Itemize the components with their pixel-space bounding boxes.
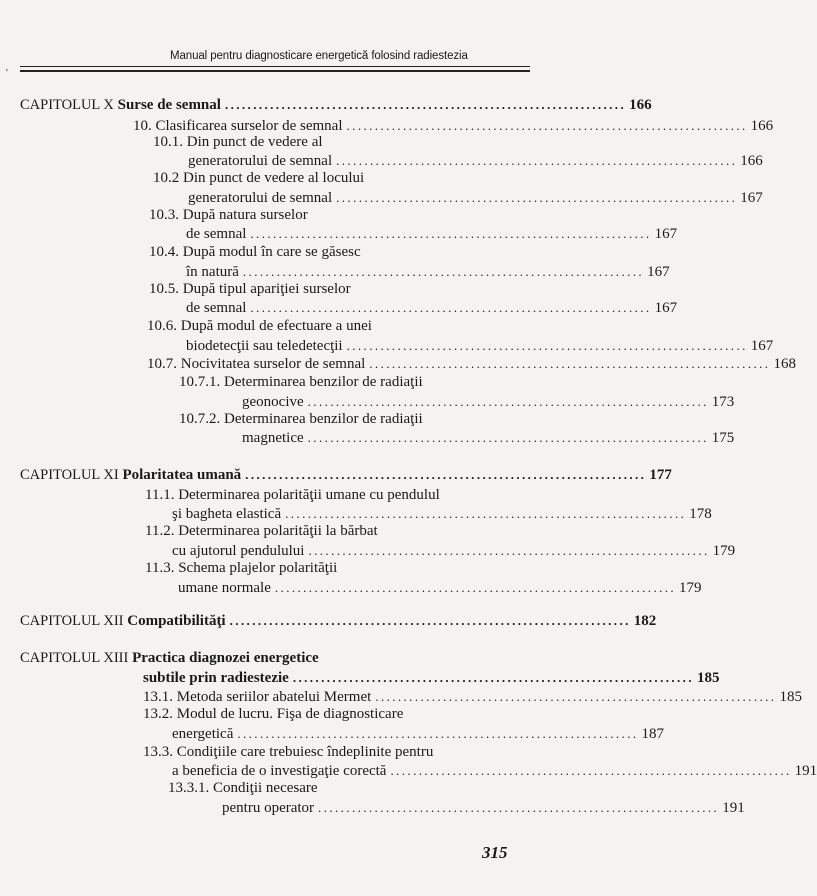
- toc-entry: magnetice ....................................................................... 175: [242, 430, 735, 446]
- dot-leader: .......................................................................: [224, 97, 627, 112]
- toc-entry: pentru operator ....................................................................... 191: [222, 800, 745, 816]
- toc-entry: 10.4. După modul în care se găsesc: [149, 244, 361, 260]
- dot-leader: .......................................................................: [292, 670, 694, 685]
- header-rule-thick: [20, 70, 530, 72]
- toc-entry: 10.7. Nocivitatea surselor de semnal ....................................................................... 168: [147, 356, 796, 372]
- dot-leader: .......................................................................: [308, 543, 710, 558]
- toc-chapter-heading: CAPITOLUL XI Polaritatea umană ....................................................................... 177: [20, 467, 672, 483]
- toc-entry: 10.5. După tipul apariţiei surselor: [149, 281, 351, 297]
- dot-leader: .......................................................................: [307, 430, 709, 445]
- toc-entry: 13.2. Modul de lucru. Fişa de diagnosticare: [143, 706, 404, 722]
- toc-entry: generatorului de semnal ....................................................................... 166: [188, 153, 763, 169]
- dot-leader: .......................................................................: [336, 190, 738, 205]
- toc-entry: cu ajutorul pendulului ....................................................................... 179: [172, 543, 736, 559]
- toc-entry: de semnal ....................................................................... 167: [186, 226, 678, 242]
- toc-entry: 11.3. Schema plajelor polarităţii: [145, 560, 338, 576]
- toc-entry: 10.1. Din punct de vedere al: [153, 134, 323, 150]
- toc-entry: 10.6. După modul de efectuare a unei: [147, 318, 372, 334]
- toc-chapter-heading: CAPITOLUL X Surse de semnal ....................................................................... 166: [20, 97, 652, 113]
- toc-entry: energetică ....................................................................... 187: [172, 726, 665, 742]
- toc-entry: generatorului de semnal ....................................................................... 167: [188, 190, 763, 206]
- margin-mark: ': [6, 68, 8, 79]
- toc-entry: în natură ....................................................................... 167: [186, 264, 670, 280]
- dot-leader: .......................................................................: [285, 506, 687, 521]
- dot-leader: .......................................................................: [318, 800, 720, 815]
- dot-leader: .......................................................................: [390, 763, 792, 778]
- toc-entry: 10.3. După natura surselor: [149, 207, 308, 223]
- toc-entry: 13.1. Metoda seriilor abatelui Mermet ....................................................................... 185: [143, 689, 802, 705]
- toc-entry: de semnal ....................................................................... 167: [186, 300, 678, 316]
- toc-entry: 10. Clasificarea surselor de semnal ....................................................................... 166: [133, 118, 774, 134]
- toc-entry: a beneficia de o investigaţie corectă ....................................................................... 191: [172, 763, 817, 779]
- dot-leader: .......................................................................: [369, 356, 771, 371]
- toc-entry: 11.1. Determinarea polarităţii umane cu pendulul: [145, 487, 440, 503]
- header-rule-thin: [20, 66, 530, 67]
- dot-leader: .......................................................................: [375, 689, 777, 704]
- dot-leader: .......................................................................: [250, 226, 652, 241]
- toc-entry: 10.2 Din punct de vedere al locului: [153, 170, 365, 186]
- dot-leader: .......................................................................: [336, 153, 738, 168]
- toc-entry: 10.7.1. Determinarea benzilor de radiaţii: [179, 374, 423, 390]
- running-header: Manual pentru diagnosticare energetică folosind radiestezia: [170, 50, 468, 62]
- dot-leader: .......................................................................: [307, 394, 709, 409]
- toc-entry: 10.7.2. Determinarea benzilor de radiaţii: [179, 411, 423, 427]
- dot-leader: .......................................................................: [242, 264, 645, 279]
- toc-entry: 11.2. Determinarea polarităţii la bărbat: [145, 523, 378, 539]
- dot-leader: .......................................................................: [346, 338, 748, 353]
- dot-leader: .......................................................................: [346, 118, 748, 133]
- toc-entry: 13.3. Condiţiile care trebuiesc îndeplinite pentru: [143, 744, 434, 760]
- dot-leader: .......................................................................: [245, 467, 647, 482]
- dot-leader: .......................................................................: [237, 726, 639, 741]
- page-number: 315: [482, 843, 508, 862]
- toc-chapter-heading: CAPITOLUL XIII Practica diagnozei energetice: [20, 650, 319, 666]
- toc-chapter-heading-cont: subtile prin radiestezie ....................................................................... 185: [143, 670, 720, 686]
- toc-entry: geonocive ....................................................................... 173: [242, 394, 735, 410]
- toc-entry: umane normale ....................................................................... 179: [178, 580, 702, 596]
- toc-entry: biodetecţii sau teledetecţii ....................................................................... 167: [186, 338, 774, 354]
- dot-leader: .......................................................................: [250, 300, 652, 315]
- toc-entry: şi bagheta elastică ....................................................................... 178: [172, 506, 712, 522]
- dot-leader: .......................................................................: [229, 613, 631, 628]
- dot-leader: .......................................................................: [274, 580, 677, 595]
- toc-chapter-heading: CAPITOLUL XII Compatibilităţi ....................................................................... 182: [20, 613, 657, 629]
- toc-entry: 13.3.1. Condiţii necesare: [168, 780, 318, 796]
